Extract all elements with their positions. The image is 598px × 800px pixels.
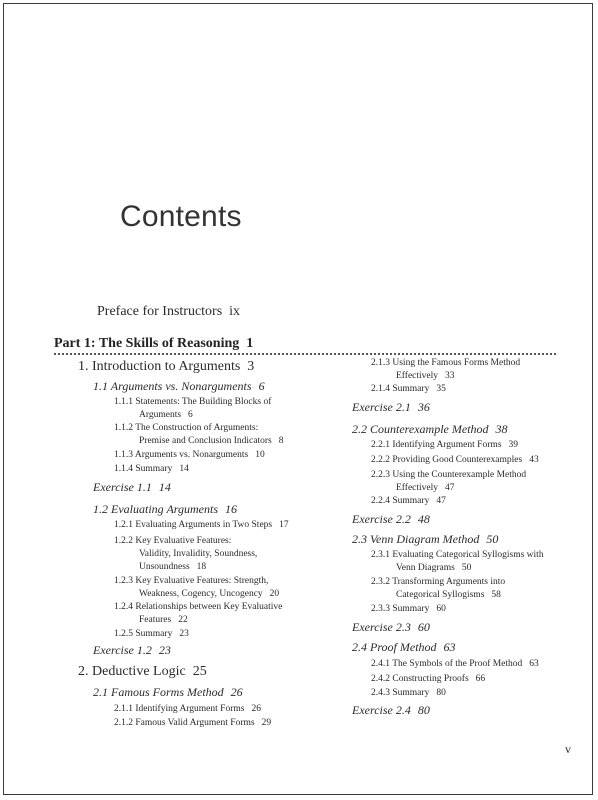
toc-label: 2.4.1 The Symbols of the Proof Method (371, 659, 523, 669)
toc-page-number: 47 (436, 496, 446, 506)
toc-label: Exercise 1.2 (93, 643, 152, 657)
toc-label: 2.2.2 Providing Good Counterexamples (371, 455, 523, 465)
toc-page-number: 50 (486, 532, 499, 546)
toc-section-2-2 (352, 422, 508, 437)
toc-page-number: 8 (278, 436, 284, 446)
toc-exercise-1-2 (93, 643, 171, 658)
toc-exercise-1-1 (93, 480, 171, 495)
toc-label: Arguments (139, 410, 182, 420)
toc-label: Part 1: The Skills of Reasoning (54, 336, 240, 351)
toc-exercise-2-4 (352, 703, 430, 718)
toc-page-number: 60 (436, 604, 446, 614)
toc-label: 2.1.4 Summary (371, 384, 430, 394)
toc-exercise-2-3 (352, 620, 430, 635)
toc-label: Effectively (396, 483, 439, 493)
toc-label: Premise and Conclusion Indicators (139, 436, 272, 446)
toc-chapter-2 (78, 664, 207, 680)
toc-page-number: 38 (495, 422, 508, 436)
toc-subsection-2-2-3 (371, 469, 526, 495)
toc-subsection-2-2-4 (371, 495, 446, 508)
toc-label: 1. Introduction to Arguments (78, 359, 241, 374)
toc-label: 1.2.3 Key Evaluative Features: Strength, (114, 576, 269, 586)
toc-subsection-2-1-2 (114, 717, 271, 730)
toc-label: Venn Diagrams (396, 563, 455, 573)
toc-page-number: 6 (188, 410, 193, 420)
toc-label: Exercise 1.1 (93, 480, 152, 494)
toc-page-number: 29 (261, 718, 272, 728)
toc-label: 1.2.4 Relationships between Key Evaluative (114, 602, 283, 612)
toc-page-number: 3 (247, 359, 255, 374)
toc-subsection-1-2-5 (114, 628, 189, 641)
toc-exercise-2-2 (352, 512, 430, 527)
toc-subsection-1-2-2 (114, 535, 257, 574)
toc-label: 1.1.1 Statements: The Building Blocks of (114, 397, 272, 407)
toc-subsection-2-2-1 (371, 439, 518, 452)
toc-page-number: 1 (246, 336, 254, 351)
toc-label: 2.1.1 Identifying Argument Forms (114, 704, 245, 714)
toc-label: 2.3 Venn Diagram Method (352, 532, 480, 546)
toc-subsection-2-2-2 (371, 454, 539, 467)
toc-subsection-1-1-2 (114, 422, 283, 448)
toc-section-1-2 (93, 502, 237, 517)
toc-page-number: 66 (475, 674, 486, 684)
toc-section-2-1 (93, 685, 243, 700)
toc-label: Features (139, 615, 172, 625)
toc-label: 1.1.4 Summary (114, 464, 173, 474)
toc-page-number: 16 (225, 502, 237, 516)
toc-label: Weakness, Cogency, Uncogency (139, 589, 263, 599)
toc-label: 2.1.3 Using the Famous Forms Method (371, 358, 521, 368)
toc-label: 2.1.2 Famous Valid Argument Forms (114, 718, 255, 728)
toc-label: 2.4.3 Summary (371, 688, 430, 698)
toc-page-number: 47 (445, 483, 455, 493)
toc-page-number: 22 (178, 615, 188, 625)
toc-page-number: 25 (192, 664, 207, 679)
toc-page-number: 6 (258, 379, 265, 393)
toc-subsection-1-1-1 (114, 396, 271, 422)
toc-label: Exercise 2.3 (352, 620, 411, 634)
toc-label: 1.1.3 Arguments vs. Nonarguments (114, 450, 249, 460)
toc-page-number: 60 (417, 620, 430, 634)
toc-page-number: 10 (255, 450, 265, 460)
toc-chapter-1 (78, 359, 254, 375)
toc-subsection-1-2-1 (114, 519, 289, 532)
toc-label: 2.2.3 Using the Counterexample Method (371, 470, 527, 480)
toc-page-number: 58 (491, 590, 501, 600)
toc-subsection-2-4-1 (371, 658, 539, 671)
toc-label: 2.3.3 Summary (371, 604, 430, 614)
toc-label: 1.1.2 The Construction of Arguments: (114, 423, 259, 433)
toc-label: Effectively (396, 371, 439, 381)
toc-page-number: 33 (445, 371, 455, 381)
toc-page-number: 35 (436, 384, 446, 394)
toc-label: Exercise 2.2 (352, 512, 411, 526)
toc-label: Unsoundness (139, 562, 190, 572)
toc-label: 2.2.1 Identifying Argument Forms (371, 440, 502, 450)
toc-label: Categorical Syllogisms (396, 590, 485, 600)
toc-subsection-1-2-3 (114, 575, 279, 601)
toc-label: 2.1 Famous Forms Method (93, 685, 224, 699)
toc-section-2-4 (352, 640, 456, 655)
toc-page-number: 80 (436, 688, 446, 698)
toc-page-number: ix (229, 304, 241, 319)
toc-label: 1.1 Arguments vs. Nonarguments (93, 379, 252, 393)
toc-page-number: 63 (443, 640, 456, 654)
toc-label: 1.2 Evaluating Arguments (93, 502, 218, 516)
toc-label: 2. Deductive Logic (78, 664, 186, 679)
toc-subsection-2-3-1 (371, 549, 544, 575)
toc-label: Exercise 2.4 (352, 703, 411, 717)
toc-page-number: 39 (508, 440, 518, 450)
toc-label: 2.2.4 Summary (371, 496, 430, 506)
toc-label: 2.2 Counterexample Method (352, 422, 489, 436)
toc-page-number: 36 (417, 400, 430, 414)
toc-section-2-3 (352, 532, 498, 547)
toc-page-number: 14 (158, 480, 171, 494)
toc-label: 1.2.1 Evaluating Arguments in Two Steps (114, 520, 273, 530)
toc-page-number: 23 (158, 643, 171, 657)
toc-entry-preface (97, 304, 240, 320)
toc-subsection-1-1-3 (114, 449, 265, 462)
toc-page-number: 48 (417, 512, 430, 526)
toc-subsection-2-1-1 (114, 703, 261, 716)
toc-subsection-1-2-4 (114, 601, 282, 627)
toc-section-1-1 (93, 379, 265, 394)
toc-label: Exercise 2.1 (352, 400, 411, 414)
toc-page-number: 20 (269, 589, 280, 599)
toc-page-number: 18 (196, 562, 207, 572)
toc-label: 2.3.1 Evaluating Categorical Syllogisms with (371, 550, 544, 560)
toc-label: 2.4 Proof Method (352, 640, 437, 654)
toc-page-number: 63 (529, 659, 539, 669)
toc-page-number: 23 (179, 629, 189, 639)
toc-page-number: 17 (279, 520, 289, 530)
toc-label: 1.2.5 Summary (114, 629, 173, 639)
toc-page-number: 26 (251, 704, 261, 714)
toc-part-heading (54, 336, 253, 352)
toc-label: 1.2.2 Key Evaluative Features: (114, 536, 232, 546)
toc-page-number: 43 (529, 455, 539, 465)
toc-subsection-2-3-2 (371, 576, 505, 602)
toc-page-number: 50 (461, 563, 472, 573)
toc-page-number: 80 (417, 703, 430, 717)
toc-exercise-2-1 (352, 400, 430, 415)
toc-label: 2.4.2 Constructing Proofs (371, 674, 469, 684)
toc-label: Validity, Invalidity, Soundness, (139, 549, 258, 559)
page-folio: v (565, 742, 571, 756)
toc-label: 2.3.2 Transforming Arguments into (371, 577, 506, 587)
toc-subsection-2-1-3 (371, 357, 520, 383)
dotted-rule (54, 353, 556, 355)
toc-label: Preface for Instructors (97, 304, 223, 319)
toc-subsection-2-4-2 (371, 673, 485, 686)
toc-subsection-1-1-4 (114, 463, 189, 476)
toc-subsection-2-3-3 (371, 603, 446, 616)
page-title: Contents (120, 200, 242, 233)
toc-page-number: 26 (230, 685, 243, 699)
toc-page-number: 14 (179, 464, 189, 474)
toc-subsection-2-4-3 (371, 687, 446, 700)
toc-subsection-2-1-4 (371, 383, 446, 396)
